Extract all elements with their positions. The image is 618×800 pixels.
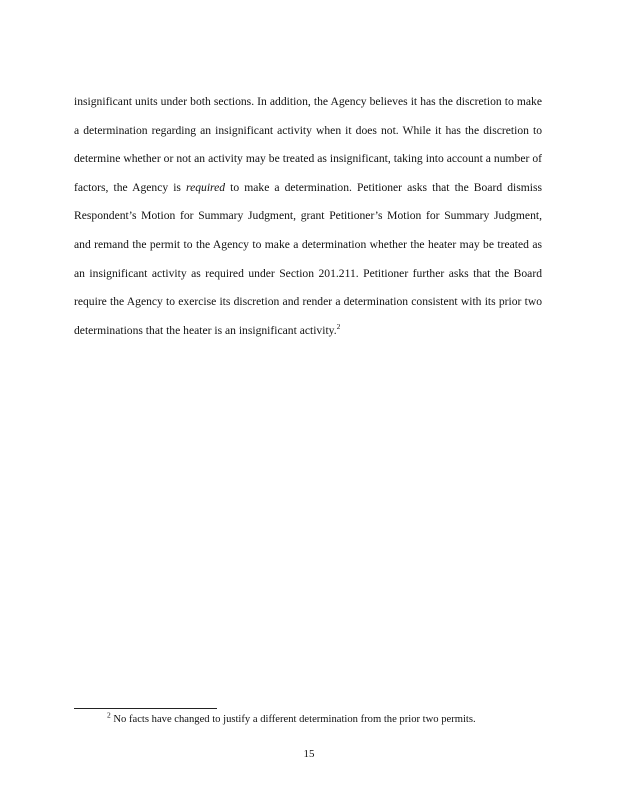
emphasis-required: required xyxy=(186,180,226,194)
footnote-reference: 2 xyxy=(336,321,341,331)
body-paragraph xyxy=(74,88,542,345)
body-text-tail: to make a determination. Petitioner asks that the Board dismiss Respondent’s Motion for Summary Judgment, grant Petitioner’s Motion for Summary Judgment, and remand the permit to the Agency to make a determination whether the heater may be treated as an insignificant activity as required under Section 201.211. Petitioner further asks that the Board require the Agency to exercise its discretion and render a determination consistent with its prior two determinations that the heater is an insignificant activity. xyxy=(74,180,542,337)
footnote-marker: 2 xyxy=(107,710,111,720)
footnote xyxy=(74,710,544,727)
page-number: 15 xyxy=(303,748,315,760)
footnote-separator xyxy=(74,708,217,709)
body-text-lead: insignificant units under both sections. In addition, the Agency believes it has the discretion to make a determination regarding an insignificant activity when it does not. While it has the discretion to determine whether or not an activity may be treated as insignificant, taking into account a number of factors, the Agency is xyxy=(74,95,542,194)
footnote-text: No facts have changed to justify a different determination from the prior two permits. xyxy=(113,714,476,725)
